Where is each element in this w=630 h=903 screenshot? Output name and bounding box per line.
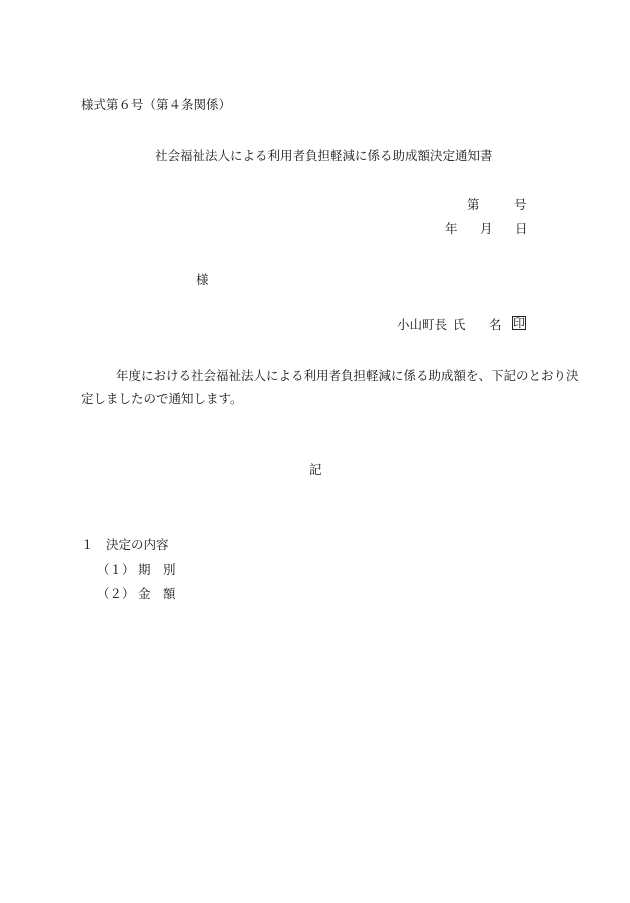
document-number-suffix: 号 bbox=[514, 197, 527, 212]
section-heading: １ 決定の内容 bbox=[81, 537, 169, 552]
addressee-label: 様 bbox=[196, 272, 209, 287]
date-month-label: 月 bbox=[480, 221, 493, 236]
issuer-title: 小山町長 bbox=[397, 317, 448, 332]
subsection-label-2: （２） bbox=[97, 586, 135, 601]
body-text-line-2: 定しましたので通知します。 bbox=[81, 391, 243, 406]
seal-box: 印 bbox=[513, 316, 526, 330]
subsection-text-2: 金 額 bbox=[138, 586, 176, 601]
date-year-label: 年 bbox=[445, 221, 458, 236]
date-day-label: 日 bbox=[515, 221, 528, 236]
body-text-line-1: 年度における社会福祉法人による利用者負担軽減に係る助成額を、下記のとおり決 bbox=[116, 368, 579, 383]
ki-heading: 記 bbox=[309, 462, 322, 477]
subsection-label-1: （１） bbox=[97, 562, 135, 577]
issuer-name-label: 氏 bbox=[453, 317, 466, 332]
form-number: 様式第６号（第４条関係） bbox=[81, 97, 232, 112]
subsection-text-1: 期 別 bbox=[138, 562, 176, 577]
issuer-name-suffix: 名 bbox=[489, 317, 502, 332]
document-number-prefix: 第 bbox=[467, 197, 480, 212]
document-title: 社会福祉法人による利用者負担軽減に係る助成額決定通知書 bbox=[155, 148, 493, 163]
